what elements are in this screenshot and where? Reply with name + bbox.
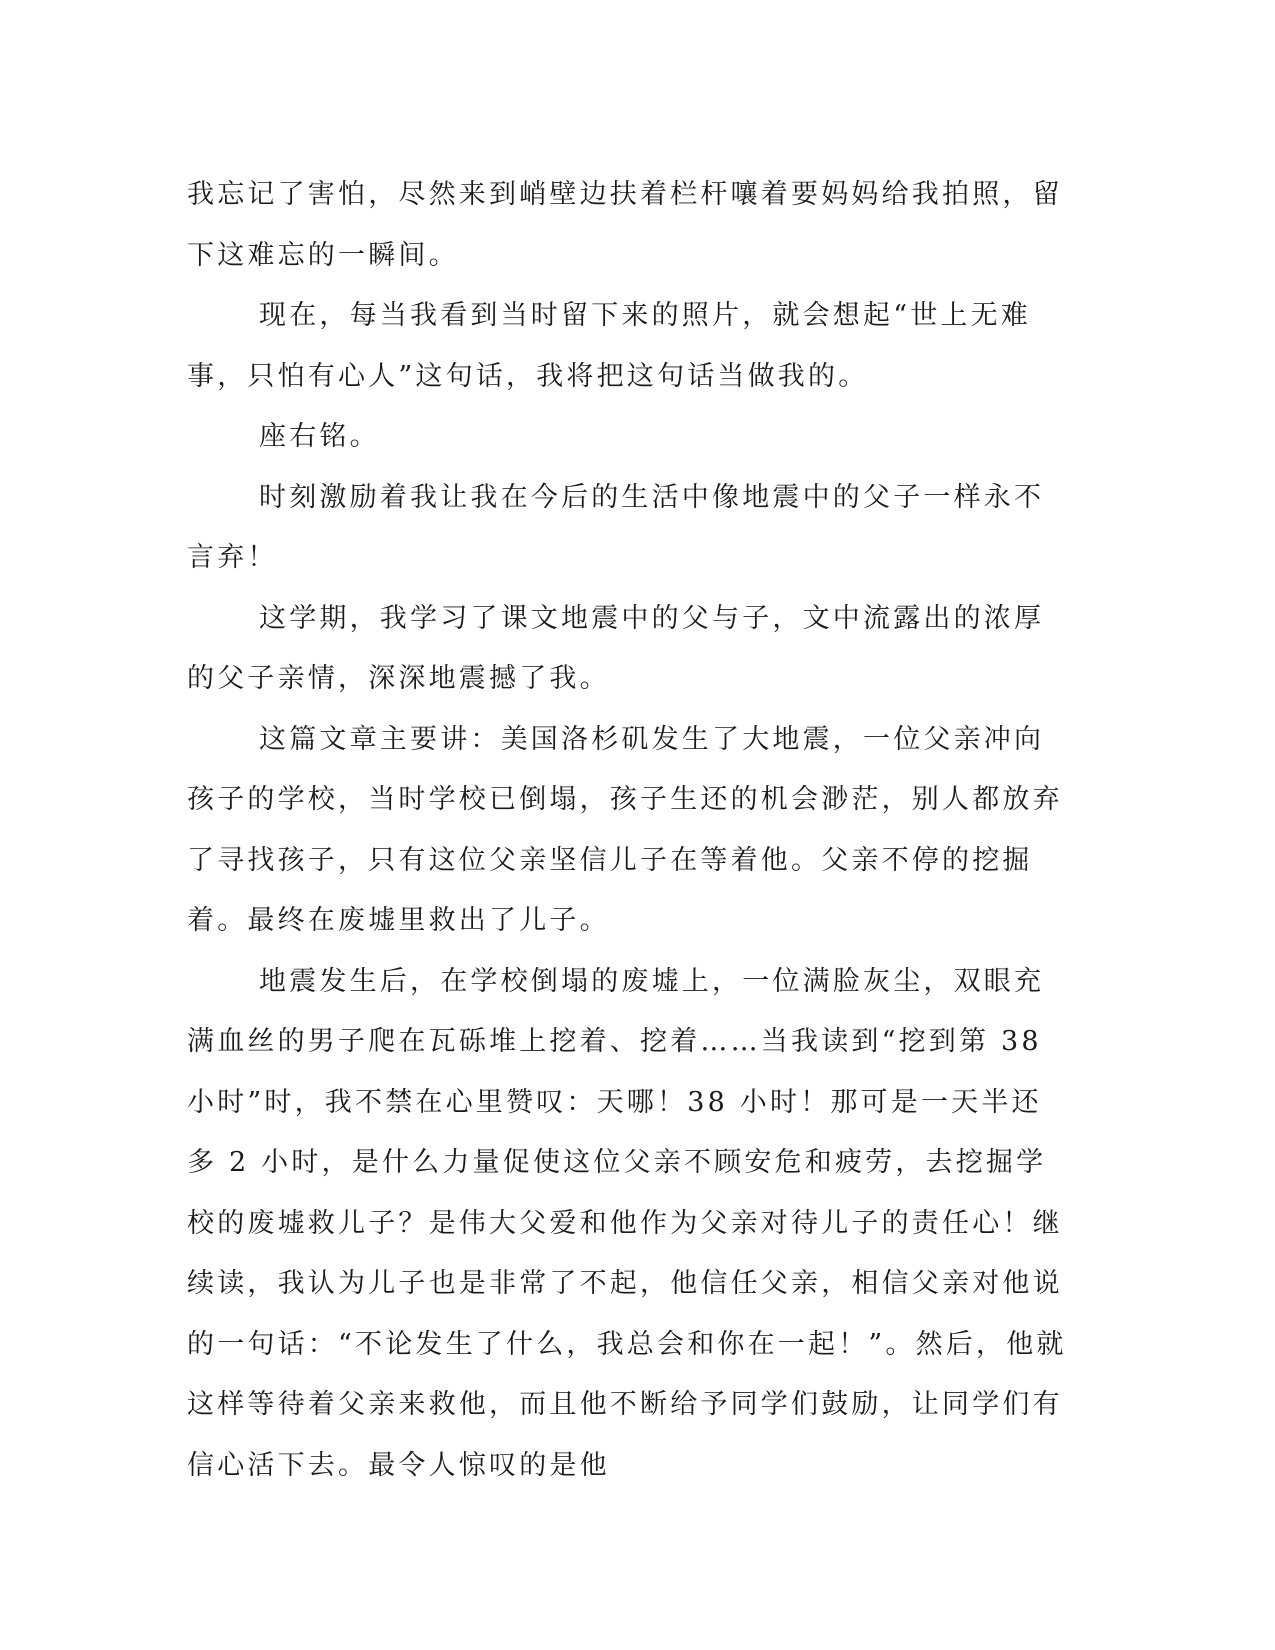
paragraph: 这学期，我学习了课文地震中的父与子，文中流露出的浓厚的父子亲情，深深地震撼了我。 xyxy=(187,602,1045,694)
document-body xyxy=(187,165,1067,1496)
paragraph: 座右铭。 xyxy=(259,421,380,452)
paragraph: 这篇文章主要讲：美国洛杉矶发生了大地震，一位父亲冲向孩子的学校，当时学校已倒塌，孩子生还的机会渺茫，别人都放弃了寻找孩子，只有这位父亲坚信儿子在等着他。父亲不停的挖掘着。最终在废墟里救出了儿子。 xyxy=(187,723,1063,936)
paragraph: 时刻激励着我让我在今后的生活中像地震中的父子一样永不言弃！ xyxy=(187,481,1045,573)
paragraph: 我忘记了害怕，尽然来到峭壁边扶着栏杆嚷着要妈妈给我拍照，留下这难忘的一瞬间。 xyxy=(187,179,1063,271)
paragraph: 地震发生后，在学校倒塌的废墟上，一位满脸灰尘，双眼充满血丝的男子爬在瓦砾堆上挖着、挖着……当我读到“挖到第 38 小时”时，我不禁在心里赞叹：天哪！38 小时！那可是一天半还多 2 小时，是什么力量促使这位父亲不顾安危和疲劳，去挖掘学校的废墟救儿子？是伟大父爱和他作为父亲对待儿子的责任心！继续读，我认为儿子也是非常了不起，他信任父亲，相信父亲对他说的一句话：“不论发生了什么，我总会和你在一起！”。然后，他就这样等待着父亲来救他，而且他不断给予同学们鼓励，让同学们有信心活下去。最令人惊叹的是他 xyxy=(187,965,1067,1481)
paragraph: 现在，每当我看到当时留下来的照片，就会想起“世上无难事，只怕有心人”这句话，我将把这句话当做我的。 xyxy=(187,300,1032,392)
